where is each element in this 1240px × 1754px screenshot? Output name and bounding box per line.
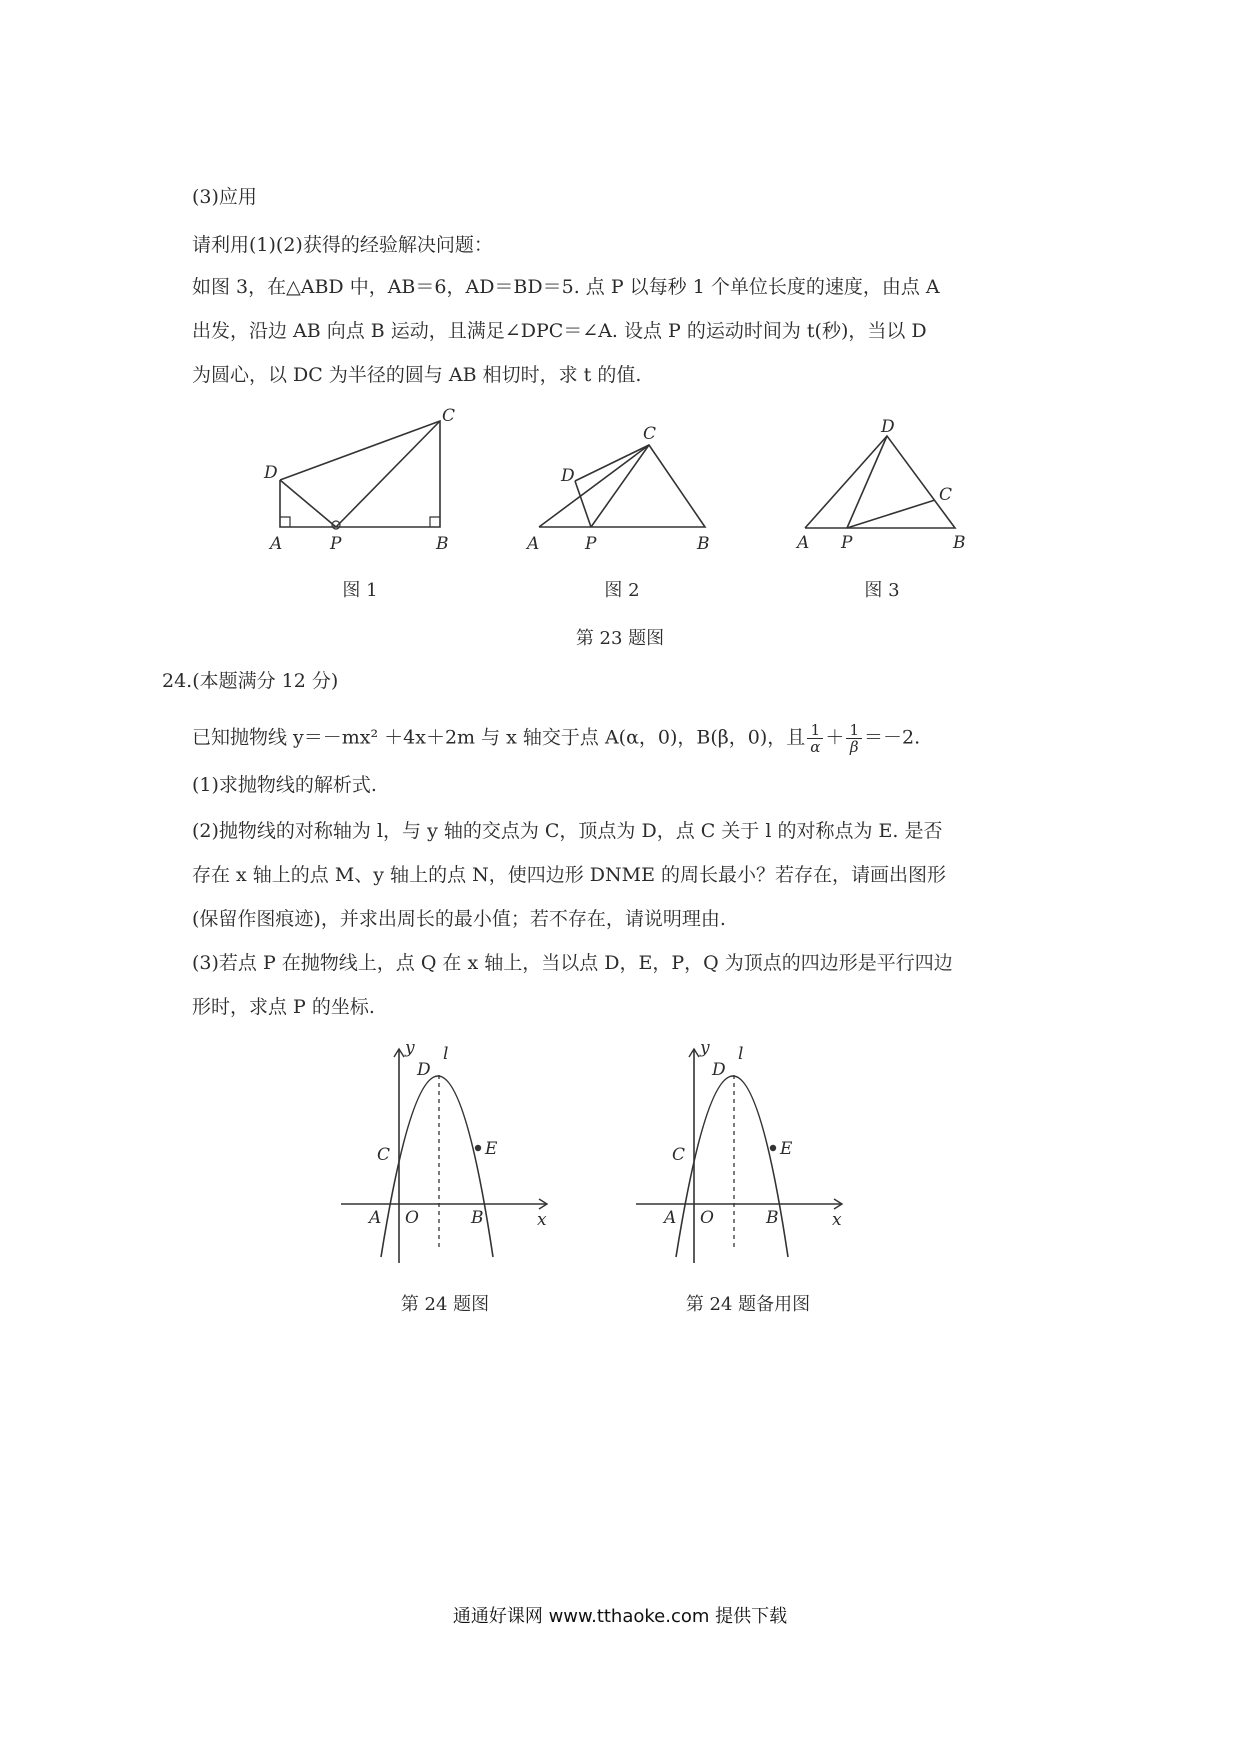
fig24-label-c: C [377, 1145, 391, 1165]
q24-figure-main [335, 1035, 555, 1270]
q23-part3-line3: 为圆心，以 DC 为半径的圆与 AB 相切时，求 t 的值. [192, 364, 642, 386]
fig1-label-b: B [436, 534, 449, 554]
q24-caption-backup: 第 24 题备用图 [685, 1294, 811, 1315]
fig24-label-y: y [405, 1038, 415, 1058]
fig2-caption: 图 2 [604, 580, 640, 601]
q23-part3-line1: 如图 3，在△ABD 中，AB＝6，AD＝BD＝5. 点 P 以每秒 1 个单位长度的速度，由点 A [192, 276, 940, 298]
fig24b-label-b: B [766, 1208, 779, 1228]
fig3-label-a: A [797, 533, 810, 553]
fig24-label-a: A [369, 1208, 382, 1228]
q23-part3-line2: 出发，沿边 AB 向点 B 运动，且满足∠DPC＝∠A. 设点 P 的运动时间为 t(秒)，当以 D [192, 320, 927, 342]
fig24-label-b: B [471, 1208, 484, 1228]
fig1-caption: 图 1 [342, 580, 378, 601]
fig24b-label-a: A [664, 1208, 677, 1228]
q24-stem-suffix: ＝－2. [863, 726, 921, 749]
q24-stem [192, 722, 920, 755]
q23-group-caption: 第 23 题图 [575, 628, 665, 649]
q24-caption-main: 第 24 题图 [400, 1294, 490, 1315]
q24-part3-line1: (3)若点 P 在抛物线上，点 Q 在 x 轴上，当以点 D，E，P，Q 为顶点的四边形是平行四边 [192, 952, 953, 974]
fig24-label-x: x [537, 1210, 547, 1230]
q23-part3-intro: 请利用(1)(2)获得的经验解决问题： [192, 234, 493, 256]
fig1-label-a: A [270, 534, 283, 554]
fig24-label-e: E [485, 1139, 498, 1159]
fig24b-label-x: x [832, 1210, 842, 1230]
fig1-label-d: D [264, 463, 278, 483]
fig2-label-a: A [527, 534, 540, 554]
fig2-label-p: P [585, 534, 597, 554]
q23-part3-heading: (3)应用 [192, 186, 257, 208]
fig24b-label-e: E [780, 1139, 793, 1159]
fig24b-label-y: y [700, 1038, 710, 1058]
q24-figure-backup [630, 1035, 850, 1270]
q24-frac-beta: $\frac{1}{\beta}$ [846, 722, 862, 755]
fig24b-label-l: l [738, 1044, 744, 1064]
q24-frac-alpha: $\frac{1}{\alpha}$ [807, 722, 823, 755]
fig2-label-d: D [561, 466, 575, 486]
fig24-label-d: D [417, 1060, 431, 1080]
q24-part3-line2: 形时，求点 P 的坐标. [192, 996, 375, 1018]
q24-part1: (1)求抛物线的解析式. [192, 774, 377, 796]
q24-stem-prefix: 已知抛物线 y＝－mx² ＋4x＋2m 与 x 轴交于点 A(α，0)，B(β，0)，且 [192, 726, 806, 749]
q24-part2-line2: 存在 x 轴上的点 M、y 轴上的点 N，使四边形 DNME 的周长最小？若存在，请画出图形 [192, 864, 946, 886]
q24-part2-line1: (2)抛物线的对称轴为 l，与 y 轴的交点为 C，顶点为 D，点 C 关于 l 的对称点为 E. 是否 [192, 820, 943, 842]
fig2-label-b: B [697, 534, 710, 554]
q23-figure-3 [795, 417, 985, 555]
q23-figure-2 [525, 425, 725, 555]
fig24b-label-c: C [672, 1145, 686, 1165]
fig3-label-c: C [939, 485, 953, 505]
fig3-label-d: D [881, 417, 895, 437]
q24-plus: ＋ [825, 726, 845, 749]
fig3-label-p: P [841, 533, 853, 553]
fig3-label-b: B [953, 533, 966, 553]
fig24-label-l: l [443, 1044, 449, 1064]
q24-part2-line3: (保留作图痕迹)，并求出周长的最小值；若不存在，请说明理由. [192, 908, 726, 930]
fig1-label-c: C [442, 406, 456, 426]
fig24b-label-d: D [712, 1060, 726, 1080]
fig3-caption: 图 3 [864, 580, 900, 601]
fig24b-label-o: O [700, 1208, 714, 1228]
fig1-label-p: P [330, 534, 342, 554]
fig24-label-o: O [405, 1208, 419, 1228]
q23-figure-1 [260, 405, 460, 555]
fig2-label-c: C [643, 424, 657, 444]
footer-source: 通通好课网 www.tthaoke.com 提供下载 [452, 1606, 788, 1627]
q24-heading: 24.(本题满分 12 分) [162, 670, 339, 692]
